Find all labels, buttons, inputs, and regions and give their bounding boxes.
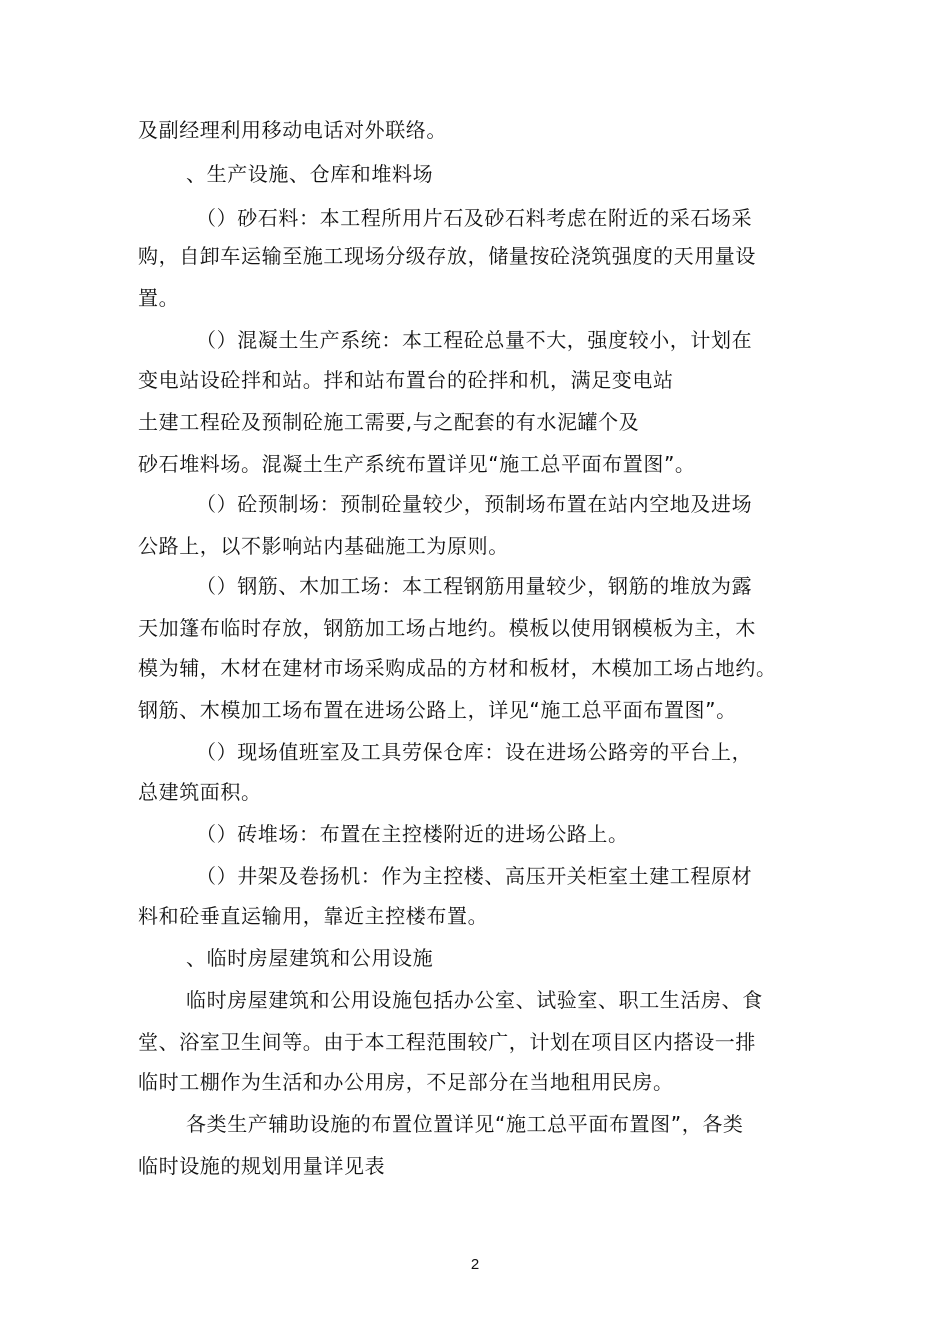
- text-line: 临时房屋建筑和公用设施包括办公室、试验室、职工生活房、食: [186, 988, 763, 1012]
- text-line: （）砼预制场：预制砼量较少，预制场布置在站内空地及进场: [196, 492, 753, 516]
- text-line: （）钢筋、木加工场：本工程钢筋用量较少，钢筋的堆放为露: [196, 574, 753, 598]
- text-line: 及副经理利用移动电话对外联络。: [138, 118, 447, 142]
- text-line: 天加篷布临时存放，钢筋加工场占地约。模板以使用钢模板为主，木: [138, 616, 756, 640]
- text-line: （）砂石料：本工程所用片石及砂石料考虑在附近的采石场采: [196, 206, 753, 230]
- text-line: 砂石堆料场。混凝土生产系统布置详见“施工总平面布置图”。: [138, 452, 696, 476]
- text-line: 购，自卸车运输至施工现场分级存放，储量按砼浇筑强度的天用量设: [138, 244, 756, 268]
- text-line: 钢筋、木模加工场布置在进场公路上，详见“施工总平面布置图”。: [138, 698, 737, 722]
- text-line: 变电站设砼拌和站。拌和站布置台的砼拌和机，满足变电站: [138, 368, 674, 392]
- text-line: （）砖堆场：布置在主控楼附近的进场公路上。: [196, 822, 629, 846]
- text-line: 模为辅，木材在建材市场采购成品的方材和板材，木模加工场占地约。: [138, 656, 777, 680]
- text-line: 公路上，以不影响站内基础施工为原则。: [138, 534, 509, 558]
- text-line: （）混凝土生产系统：本工程砼总量不大，强度较小，计划在: [196, 328, 753, 352]
- text-line: （）现场值班室及工具劳保仓库：设在进场公路旁的平台上，: [196, 740, 753, 764]
- text-line: 临时工棚作为生活和办公用房，不足部分在当地租用民房。: [138, 1070, 674, 1094]
- text-line: 临时设施的规划用量详见表: [138, 1154, 386, 1178]
- section-heading: 、临时房屋建筑和公用设施: [186, 946, 434, 970]
- page-number: 2: [470, 1256, 480, 1273]
- text-line: 总建筑面积。: [138, 780, 262, 804]
- text-line: 料和砼垂直运输用，靠近主控楼布置。: [138, 904, 489, 928]
- section-heading: 、生产设施、仓库和堆料场: [186, 162, 434, 186]
- text-line: 堂、浴室卫生间等。由于本工程范围较广，计划在项目区内搭设一排: [138, 1030, 756, 1054]
- text-line: 置。: [138, 286, 180, 310]
- text-line: 土建工程砼及预制砼施工需要,与之配套的有水泥罐个及: [138, 410, 640, 434]
- text-line: 各类生产辅助设施的布置位置详见“施工总平面布置图”，各类: [186, 1112, 744, 1136]
- text-line: （）井架及卷扬机：作为主控楼、高压开关柜室土建工程原材: [196, 864, 753, 888]
